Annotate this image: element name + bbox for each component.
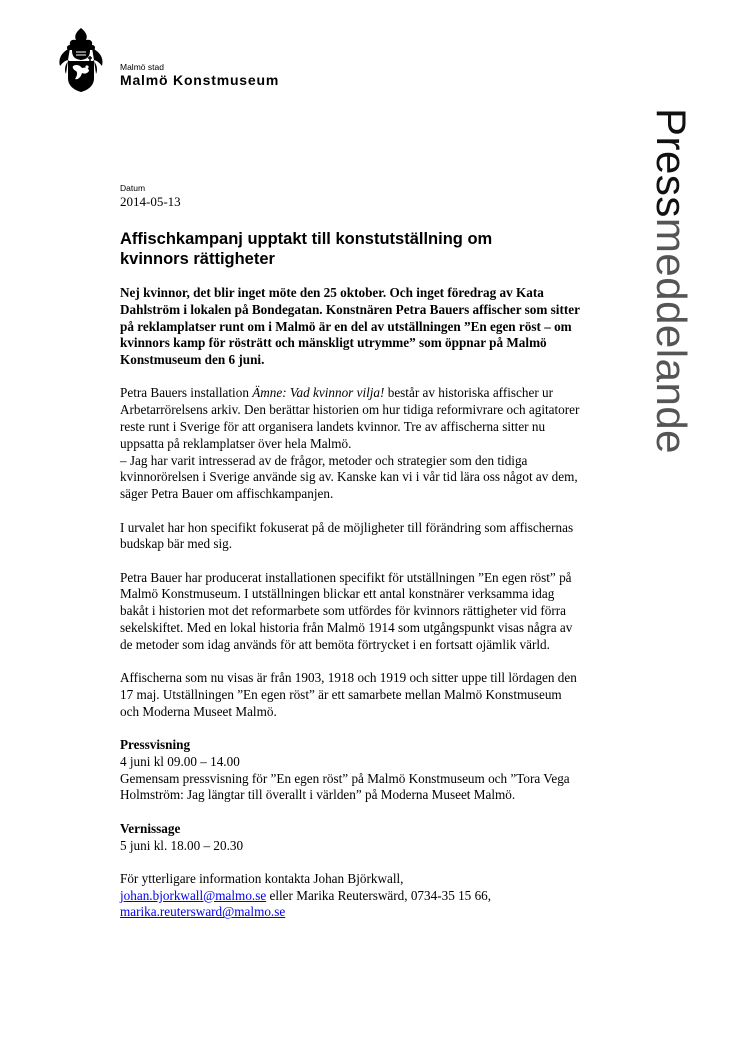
installation-title: Ämne: Vad kvinnor vilja! (252, 385, 385, 401)
contact-intro: För ytterligare information kontakta Johan Björkwall, (120, 870, 404, 886)
date-value: 2014-05-13 (120, 194, 181, 209)
artist-quote: – Jag har varit intresserad av de frågor, metoder och strategier som den tidiga kvinnorörelsen i Sverige använde sig av. Kanske kan vi i vår tid lära oss något av dem, säger Petra Bauer om affischkampanjen. (120, 452, 578, 502)
paragraph-exhibition: Petra Bauer har producerat installationen specifikt för utställningen ”En egen röst” på Malmö Konstmuseum. I utställningen blickar ett antal konstnärer verksamma idag bakåt i historien mot det reformarbete som utfördes för kvinnors rättigheter vid förra sekelskiftet. Med en lokal historia från Malmö 1914 som utgångspunkt visas några av de metoder som idag används för att bemöta förtrycket i en fortsatt ojämlik värld. (120, 569, 573, 652)
p1-text-after: består av historiska affischer ur Arbetarrörelsens arkiv. Den berättar historien om hur tidiga reformivrare och agitatorer reste runt i Sverige för att organisera landets kvinnor. Tre av affischerna sitter nu uppsatta på reklamplatser över hela Malmö. (120, 385, 580, 451)
malmo-coat-of-arms-logo (54, 26, 108, 94)
vernissage-heading: Vernissage (120, 820, 181, 836)
title-dark-part: Press (648, 108, 695, 218)
vernissage-time: 5 juni kl. 18.00 – 20.30 (120, 837, 244, 853)
lead-paragraph: Nej kvinnor, det blir inget möte den 25 oktober. Och inget föredrag av Kata Dahlström i lokalen på Bondegatan. Konstnären Petra Bauers affischer som sitter på reklamplatser runt om i Malmö är en del av utställningen ”En egen röst – om kvinnors kamp för rösträtt och mänskligt utrymme” som öppnar på Malmö Konstmuseum den 6 juni. (120, 285, 580, 368)
org-parent: Malmö stad (120, 62, 164, 72)
press-viewing-text: Gemensam pressvisning för ”En egen röst” på Malmö Konstmuseum och ”Tora Vega Holmström: Jag längtar till överallt i världen” på Moderna Museet Malmö. (120, 770, 570, 803)
press-viewing-time: 4 juni kl 09.00 – 14.00 (120, 753, 240, 769)
title-light-part: meddelande (648, 217, 695, 455)
paragraph-posters: Affischerna som nu visas är från 1903, 1918 och 1919 och sitter uppe till lördagen den 17 maj. Utställningen ”En egen röst” är ett samarbete mellan Malmö Konstmuseum och Moderna Museet Malmö. (120, 670, 577, 719)
article-body (120, 285, 580, 921)
paragraph-selection: I urvalet har hon specifikt fokuserat på de möjligheter till förändring som affischernas budskap bär med sig. (120, 519, 574, 552)
email-link-marika[interactable]: marika.reutersward@malmo.se (120, 904, 286, 920)
org-name: Malmö Konstmuseum (120, 72, 280, 88)
p1-text-before: Petra Bauers installation (120, 385, 253, 401)
contact-middle: eller Marika Reuterswärd, 0734-35 15 66, (266, 887, 492, 903)
contact-info (120, 871, 580, 921)
headline: Affischkampanj upptakt till konstutställning om kvinnors rättigheter (120, 230, 493, 268)
date-label: Datum (120, 183, 146, 193)
press-release-vertical-title (648, 108, 695, 455)
email-link-johan[interactable]: johan.bjorkwall@malmo.se (120, 887, 267, 903)
press-viewing-heading: Pressvisning (120, 737, 191, 753)
paragraph-installation (120, 385, 580, 503)
